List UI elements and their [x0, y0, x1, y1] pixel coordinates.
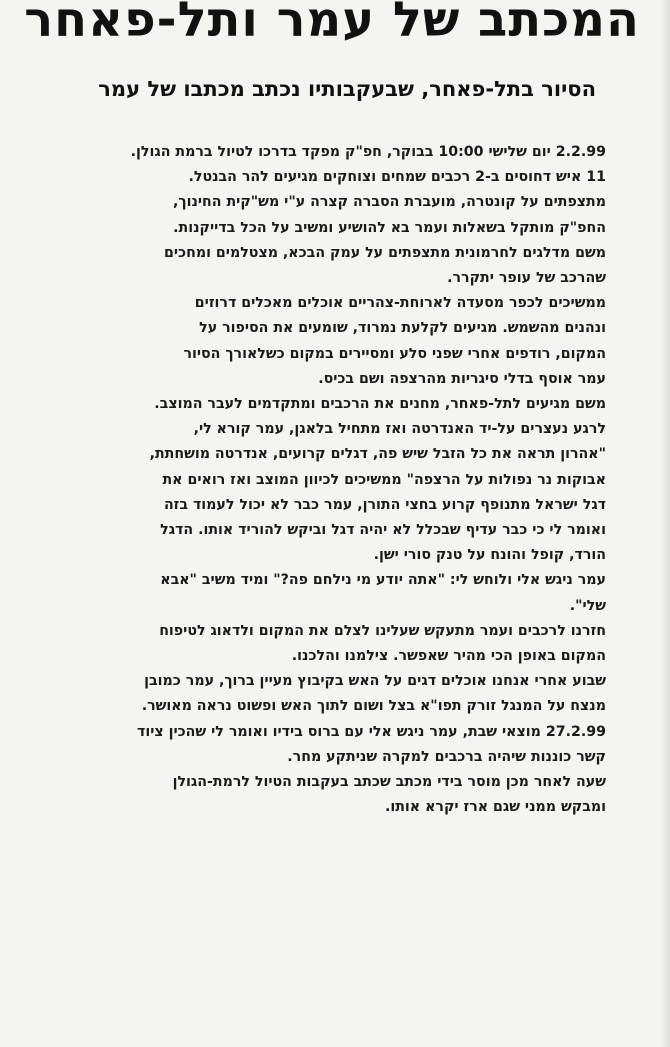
body-line: דגל ישראל מתנופף קרוע בחצי התורן, עמר כבר לא יכול לעמוד בזה: [163, 496, 606, 513]
body-line: שעה לאחר מכן מוסר בידי מכתב שכתב בעקבות הטיול לרמת-הגולן: [172, 774, 606, 791]
document-body: [6, 140, 606, 820]
body-line: 27.2.99 מוצאי שבת, עמר ניגש אלי עם ברוס בידיו ואומר לי שהכין ציוד: [137, 723, 606, 740]
body-line: חזרנו לרכבים ועמר מתעקש שעלינו לצלם את המקום ולדאוג לטיפוח: [159, 622, 606, 639]
body-line: קשר כוננות שיהיה ברכבים למקרה שניתקע מחר.: [287, 748, 606, 765]
body-line: שבוע אחרי אנחנו אוכלים דגים על האש בקיבוץ מעיין ברוך, עמר כמובן: [144, 673, 606, 690]
body-line: מתצפתים על קונטרה, מועברת הסברה קצרה ע"י מש"קית החינוך,: [172, 194, 606, 211]
body-line: ואומר לי כי כבר עדיף שבכלל לא יהיה דגל וביקש להוריד אותו. הדגל: [160, 522, 606, 539]
body-line: לרגע נעצרים על-יד האנדרטה ואז מתחיל בלאגן, עמר קורא לי,: [193, 421, 606, 438]
body-line: שלי".: [569, 597, 606, 614]
body-line: 11 איש דחוסים ב-2 רכבים שמחים וצוחקים מגיעים להר הבנטל.: [188, 169, 606, 186]
body-line: הורד, קופל והונח על טנק סורי ישן.: [373, 547, 606, 564]
body-line: משם מדלגים לחרמונית מתצפתים על עמק הבכא, מצטלמים ומחכים: [163, 244, 606, 261]
body-line: שהרכב של עופר יתקרר.: [447, 270, 606, 287]
body-line: אבוקות נר נפולות על הרצפה" ממשיכים לכיוון המוצב ואז רואים את: [162, 471, 606, 488]
body-line: ונהנים מהשמש. מגיעים לקלעת נמרוד, שומעים את הסיפור על: [199, 320, 606, 337]
body-line: ומבקש ממני שגם ארז יקרא אותו.: [384, 799, 606, 816]
body-line: מנצח על המנגל זורק תפו"א בצל ושום לתוך האש ופשוט נראה מאושר.: [141, 698, 606, 715]
body-line: 2.2.99 יום שלישי 10:00 בבוקר, חפ"ק מפקד בדרכו לטיול ברמת הגולן.: [130, 144, 606, 160]
document-subtitle: הסיור בתל-פאחר, שבעקבותיו נכתב מכתבו של עמר: [98, 77, 596, 101]
body-line: עמר אוסף בדלי סיגריות מהרצפה ושם בכיס.: [318, 370, 606, 387]
page-edge: [660, 0, 670, 1047]
body-line: עמר ניגש אלי ולוחש לי: "אתה יודע מי נילחם פה?" ומיד משיב "אבא: [160, 572, 606, 589]
body-line: החפ"ק מותקל בשאלות ועמר בא להושיע ומשיב על הכל בדייקנות.: [173, 219, 606, 236]
document-heading: המכתב של עמר ותל-פאחר: [24, 0, 640, 48]
body-line: ממשיכים לכפר מסעדה לארוחת-צהריים אוכלים מאכלים דרוזים: [194, 295, 606, 312]
body-line: המקום, רודפים אחרי שפני סלע ומסיירים במקום כשלאורך הסיור: [183, 345, 606, 362]
body-line: המקום באופן הכי מהיר שאפשר. צילמנו והלכנו.: [291, 648, 606, 665]
body-line: משם מגיעים לתל-פאחר, מחנים את הרכבים ומתקדמים לעבר המוצב.: [154, 396, 606, 413]
body-line: "אהרון תראה את כל הזבל שיש פה, דגלים קרועים, אנדרטה מושחתת,: [149, 446, 606, 463]
